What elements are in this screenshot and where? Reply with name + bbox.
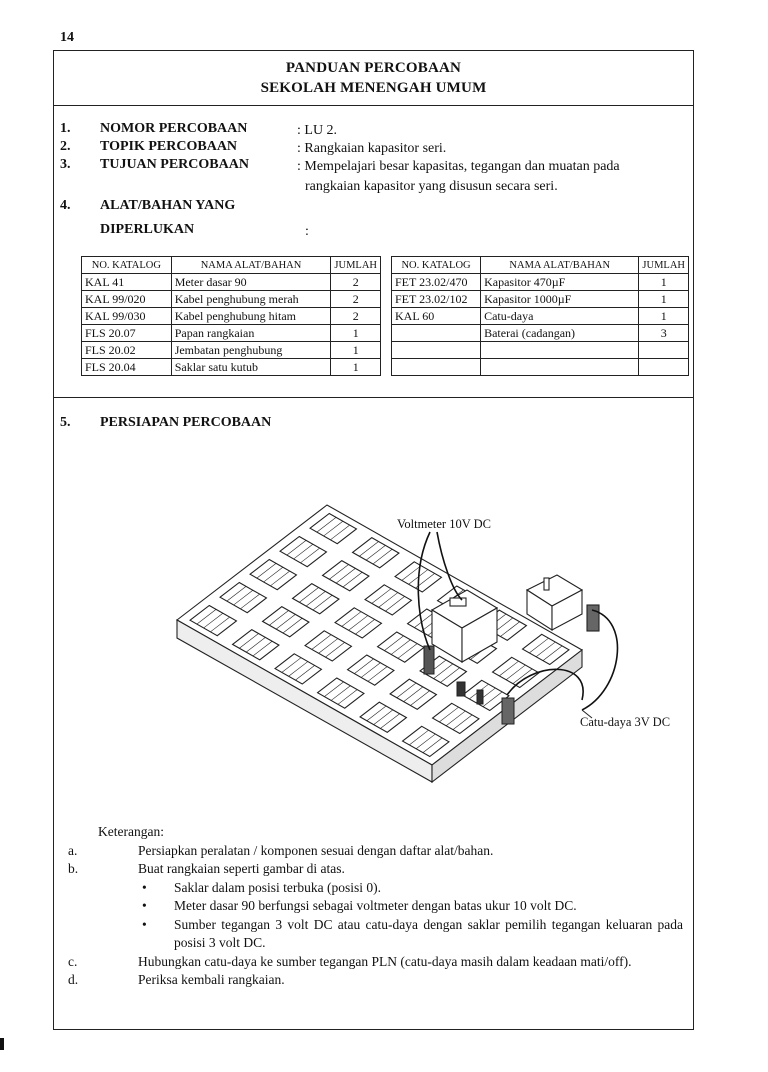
table-row [82,291,381,308]
table-cell: 1 [639,274,689,291]
power-supply-callout: Catu-daya 3V DC [580,715,671,729]
document-header [54,58,693,98]
note-bullet: • Saklar dalam posisi terbuka (posisi 0). [68,879,683,898]
header-divider [54,105,693,106]
table-cell: KAL 99/030 [82,308,172,325]
note-bullet: • Sumber tegangan 3 volt DC atau catu-daya dengan saklar pemilih tegangan keluaran pada posisi 3 volt DC. [68,916,683,953]
table-cell: 2 [331,291,381,308]
item-value: : LU 2. [297,123,338,138]
item-label: ALAT/BAHAN YANG [100,198,236,213]
power-supply-component [527,575,599,631]
table-cell [639,359,689,376]
item-label-continued: DIPERLUKAN [100,222,195,237]
table-cell: 1 [639,291,689,308]
column-header: JUMLAH [639,257,689,274]
table-row [392,359,689,376]
bullet-text: Sumber tegangan 3 volt DC atau catu-daya dengan saklar pemilih tegangan keluaran pada posisi 3 volt DC. [174,916,683,950]
table-cell: Kabel penghubung merah [171,291,331,308]
table-cell: FLS 20.04 [82,359,172,376]
header-title: PANDUAN PERCOBAAN [285,60,462,76]
bullet-text: Meter dasar 90 berfungsi sebagai voltmeter dengan batas ukur 10 volt DC. [174,898,577,913]
note-text: Periksa kembali rangkaian. [138,972,285,987]
table-row [392,274,689,291]
section-divider [54,397,693,398]
table-cell: Kapasitor 1000µF [481,291,639,308]
table-cell: 1 [331,342,381,359]
column-header: NAMA ALAT/BAHAN [481,257,639,274]
table-cell: 2 [331,308,381,325]
note-d [68,971,683,990]
note-bullet: • Meter dasar 90 berfungsi sebagai voltmeter dengan batas ukur 10 volt DC. [68,897,683,916]
table-cell [392,342,481,359]
item-number: 1. [60,121,71,136]
materials-table-right [391,256,689,376]
table-row [392,342,689,359]
section-title: PERSIAPAN PERCOBAAN [100,415,272,430]
note-text: Persiapkan peralatan / komponen sesuai dengan daftar alat/bahan. [138,842,494,858]
table-cell: KAL 60 [392,308,481,325]
table-cell [639,342,689,359]
table-header-row [392,257,689,274]
note-letter: c. [68,953,78,969]
table-cell: Meter dasar 90 [171,274,331,291]
note-text: Hubungkan catu-daya ke sumber tegangan PLN (catu-daya masih dalam keadaan mati/off). [138,953,632,969]
table-cell: FLS 20.02 [82,342,172,359]
notes-title: Keterangan: [98,824,164,839]
materials-table-left [81,256,381,376]
scan-mark [0,1038,4,1050]
column-header: NO. KATALOG [392,257,481,274]
table-cell: Papan rangkaian [171,325,331,342]
circuit-board-diagram [112,450,692,790]
note-letter: d. [68,972,79,987]
table-cell: 1 [331,359,381,376]
table-cell: Baterai (cadangan) [481,325,639,342]
item-number: 2. [60,139,71,154]
table-row [82,274,381,291]
table-row [82,359,381,376]
table-row [392,325,689,342]
page-number: 14 [60,30,74,45]
table-cell: FET 23.02/102 [392,291,481,308]
table-cell [392,359,481,376]
table-cell: Kapasitor 470µF [481,274,639,291]
item-value: : Rangkaian kapasitor seri. [297,141,447,156]
item-label: TOPIK PERCOBAAN [100,139,238,154]
table-cell: 2 [331,274,381,291]
table-cell: Jembatan penghubung [171,342,331,359]
table-cell: FET 23.02/470 [392,274,481,291]
item-label: NOMOR PERCOBAAN [100,121,248,136]
table-cell [481,359,639,376]
column-header: NAMA ALAT/BAHAN [171,257,331,274]
voltmeter-callout: Voltmeter 10V DC [397,517,491,531]
table-cell: 3 [639,325,689,342]
table-cell: Saklar satu kutub [171,359,331,376]
item-label: TUJUAN PERCOBAAN [100,157,249,172]
column-header: NO. KATALOG [82,257,172,274]
bullet-text: Saklar dalam posisi terbuka (posisi 0). [174,879,381,895]
item-number: 4. [60,198,71,213]
column-header: JUMLAH [331,257,381,274]
note-text: Buat rangkaian seperti gambar di atas. [138,861,345,876]
table-row [392,308,689,325]
note-b [68,860,683,879]
table-cell: Kabel penghubung hitam [171,308,331,325]
table-cell [481,342,639,359]
notes [68,823,683,990]
table-cell: FLS 20.07 [82,325,172,342]
note-letter: b. [68,861,79,876]
item-value: : [305,224,309,239]
table-header-row [82,257,381,274]
table-cell: KAL 41 [82,274,172,291]
table-cell [392,325,481,342]
table-cell: 1 [639,308,689,325]
table-row [82,308,381,325]
table-cell: Catu-daya [481,308,639,325]
table-row [82,325,381,342]
note-a [68,842,683,861]
table-cell: 1 [331,325,381,342]
table-row [82,342,381,359]
breadboard-top [177,505,582,765]
table-cell: KAL 99/020 [82,291,172,308]
note-letter: a. [68,842,78,858]
table-row [392,291,689,308]
item-value: : Mempelajari besar kapasitas, tegangan dan muatan pada [297,159,620,174]
item-value-continued: rangkaian kapasitor yang disusun secara seri. [305,179,558,194]
note-c [68,953,683,972]
item-number: 3. [60,157,71,172]
section-number: 5. [60,415,71,430]
header-subtitle: SEKOLAH MENENGAH UMUM [260,80,487,96]
